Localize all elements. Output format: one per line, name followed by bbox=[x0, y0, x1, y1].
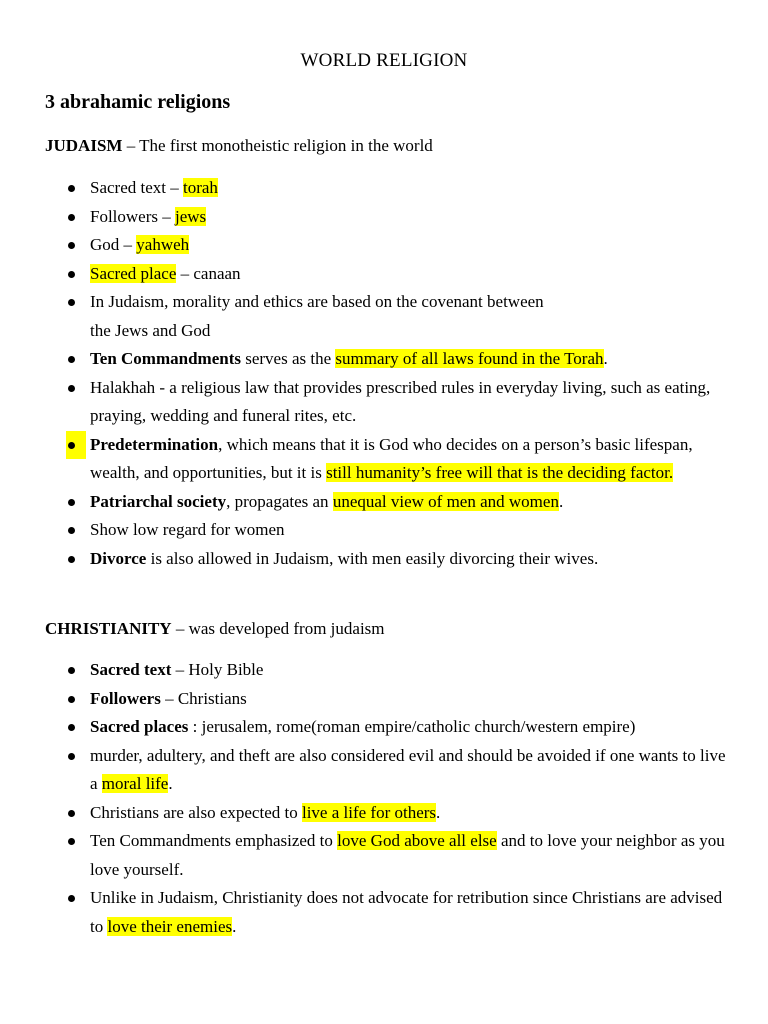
list-item: Sacred text – Holy Bible bbox=[0, 656, 768, 685]
list-item: Christians are also expected to live a life for others. bbox=[0, 799, 768, 828]
bullet-icon bbox=[66, 545, 78, 574]
bullet-icon bbox=[66, 174, 78, 203]
list-item: Followers – Christians bbox=[0, 685, 768, 714]
list-item: Patriarchal society, propagates an unequal view of men and women. bbox=[0, 488, 768, 517]
bullet-icon bbox=[66, 260, 78, 289]
list-item: Ten Commandments serves as the summary of all laws found in the Torah. bbox=[0, 345, 768, 374]
list-item: Predetermination, which means that it is God who decides on a person’s basic lifespan, wealth, and opportunities, but it is still humanity’s free will that is the deciding factor. bbox=[0, 431, 768, 488]
list-item: Divorce is also allowed in Judaism, with men easily divorcing their wives. bbox=[0, 545, 768, 574]
bullet-icon bbox=[66, 799, 78, 828]
bullet-icon bbox=[66, 345, 78, 374]
bullet-icon bbox=[66, 203, 78, 232]
christianity-description: – was developed from judaism bbox=[171, 619, 385, 638]
bullet-icon bbox=[66, 431, 86, 460]
christianity-intro bbox=[45, 619, 385, 639]
list-item: Unlike in Judaism, Christianity does not advocate for retribution since Christians are advised to love their enemies. bbox=[0, 884, 768, 941]
bullet-icon bbox=[66, 656, 78, 685]
judaism-description: – The first monotheistic religion in the world bbox=[122, 136, 433, 155]
bullet-icon bbox=[66, 827, 78, 856]
judaism-label: JUDAISM bbox=[45, 136, 123, 155]
bullet-icon bbox=[66, 713, 78, 742]
judaism-list bbox=[0, 174, 768, 573]
bullet-icon bbox=[66, 374, 78, 403]
bullet-icon bbox=[66, 231, 78, 260]
bullet-icon bbox=[66, 685, 78, 714]
list-item: Ten Commandments emphasized to love God above all else and to love your neighbor as you love yourself. bbox=[0, 827, 768, 884]
bullet-icon bbox=[66, 288, 78, 317]
list-item: Sacred places : jerusalem, rome(roman empire/catholic church/western empire) bbox=[0, 713, 768, 742]
page-title: WORLD RELIGION bbox=[300, 50, 468, 71]
judaism-intro bbox=[45, 136, 433, 156]
bullet-icon bbox=[66, 516, 78, 545]
list-item: Followers – jews bbox=[0, 203, 768, 232]
bullet-icon bbox=[66, 742, 78, 771]
list-item: In Judaism, morality and ethics are based on the covenant between the Jews and God bbox=[0, 288, 768, 345]
list-item: God – yahweh bbox=[0, 231, 768, 260]
list-item: Sacred place – canaan bbox=[0, 260, 768, 289]
section-heading: 3 abrahamic religions bbox=[45, 91, 231, 113]
bullet-icon bbox=[66, 884, 78, 913]
list-item: Show low regard for women bbox=[0, 516, 768, 545]
christianity-label: CHRISTIANITY bbox=[45, 619, 172, 638]
list-item: murder, adultery, and theft are also considered evil and should be avoided if one wants to live a moral life. bbox=[0, 742, 768, 799]
christianity-list bbox=[0, 656, 768, 941]
list-item: Sacred text – torah bbox=[0, 174, 768, 203]
list-item: Halakhah - a religious law that provides prescribed rules in everyday living, such as eating, praying, wedding and funeral rites, etc. bbox=[0, 374, 768, 431]
bullet-icon bbox=[66, 488, 78, 517]
